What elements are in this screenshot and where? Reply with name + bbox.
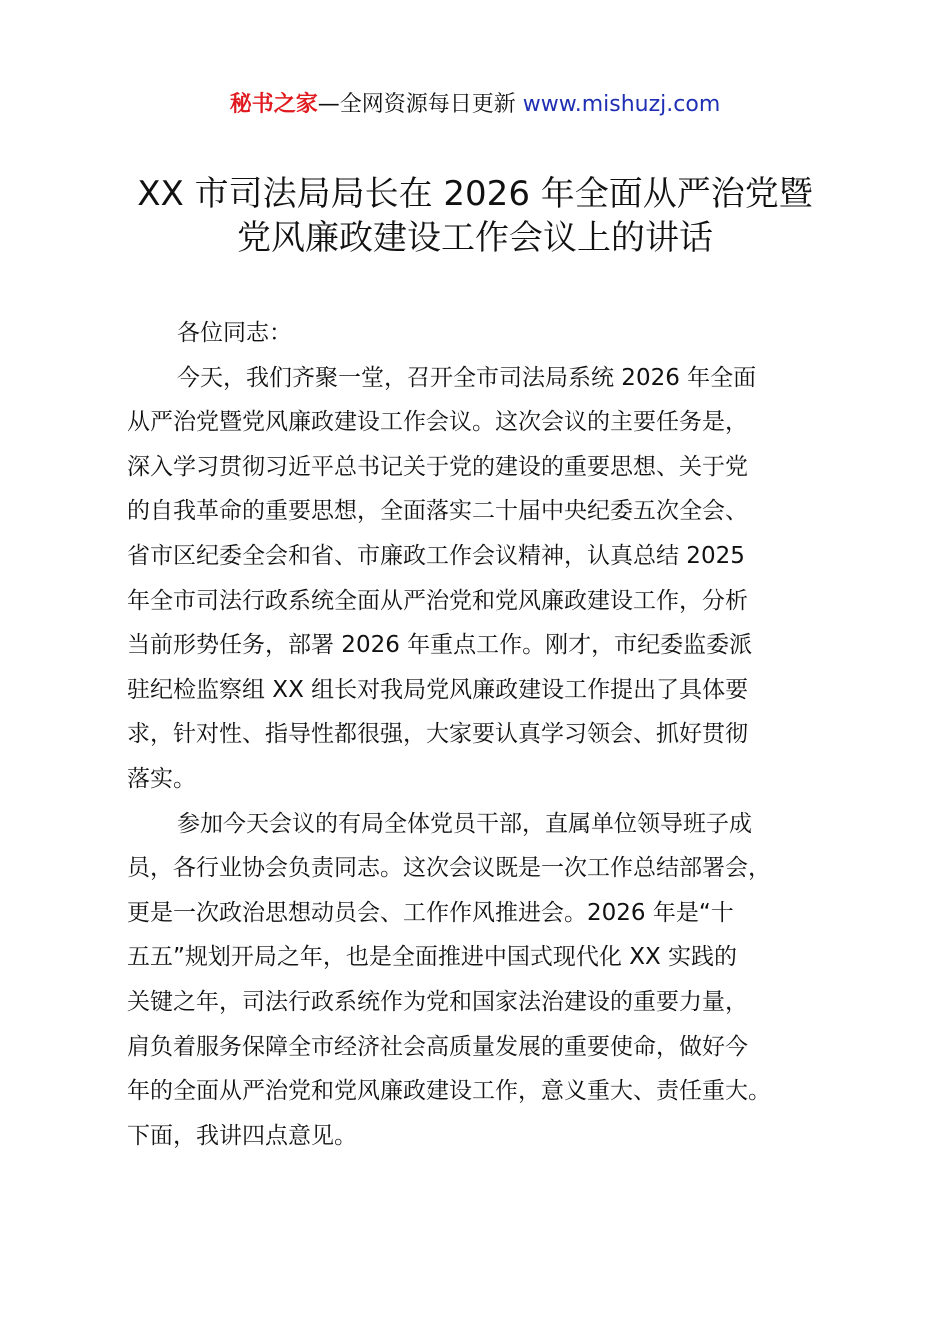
paragraph-line: 深入学习贯彻习近平总书记关于党的建设的重要思想、关于党 <box>127 453 748 480</box>
title-line-2: 党风廉政建设工作会议上的讲话 <box>237 218 713 258</box>
paragraph-line: 落实。 <box>127 765 196 792</box>
paragraph-1 <box>127 356 852 802</box>
header-tagline: —全网资源每日更新 <box>317 92 523 117</box>
salutation: 各位同志： <box>177 320 292 346</box>
document-body <box>127 311 852 1158</box>
paragraph-line: 员，各行业协会负责同志。这次会议既是一次工作总结部署会， <box>127 855 771 882</box>
paragraph-line: 更是一次政治思想动员会、工作作风推进会。2026 年是“十 <box>127 899 734 926</box>
brand-name: 秘书之家 <box>229 92 318 117</box>
paragraph-line: 驻纪检监察组 XX 组长对我局党风廉政建设工作提出了具体要 <box>127 676 749 703</box>
paragraph-line: 年的全面从严治党和党风廉政建设工作，意义重大、责任重大。 <box>127 1078 771 1105</box>
paragraph-line: 关键之年，司法行政系统作为党和国家法治建设的重要力量， <box>127 988 748 1015</box>
paragraph-line: 的自我革命的重要思想，全面落实二十届中央纪委五次全会、 <box>127 498 748 525</box>
site-link[interactable]: www.mishuzj.com <box>522 92 721 117</box>
paragraph-line: 今天，我们齐聚一堂，召开全市司法局系统 2026 年全面 <box>177 364 757 391</box>
site-header <box>0 88 950 122</box>
document-title <box>100 172 850 260</box>
paragraph-2 <box>127 802 852 1159</box>
paragraph-line: 参加今天会议的有局全体党员干部，直属单位领导班子成 <box>177 810 752 837</box>
paragraph-line: 下面，我讲四点意见。 <box>127 1122 357 1149</box>
paragraph-line: 五五”规划开局之年，也是全面推进中国式现代化 XX 实践的 <box>127 944 738 971</box>
paragraph-line: 当前形势任务，部署 2026 年重点工作。刚才，市纪委监委派 <box>127 632 753 659</box>
paragraph-line: 从严治党暨党风廉政建设工作会议。这次会议的主要任务是， <box>127 409 748 436</box>
paragraph-line: 省市区纪委全会和省、市廉政工作会议精神，认真总结 2025 <box>127 542 745 569</box>
paragraph-line: 肩负着服务保障全市经济社会高质量发展的重要使命，做好今 <box>127 1033 748 1060</box>
paragraph-line: 求，针对性、指导性都很强，大家要认真学习领会、抓好贯彻 <box>127 721 748 748</box>
paragraph-line: 年全市司法行政系统全面从严治党和党风廉政建设工作，分析 <box>127 587 748 614</box>
title-line-1: XX 市司法局局长在 2026 年全面从严治党暨 <box>137 174 813 214</box>
